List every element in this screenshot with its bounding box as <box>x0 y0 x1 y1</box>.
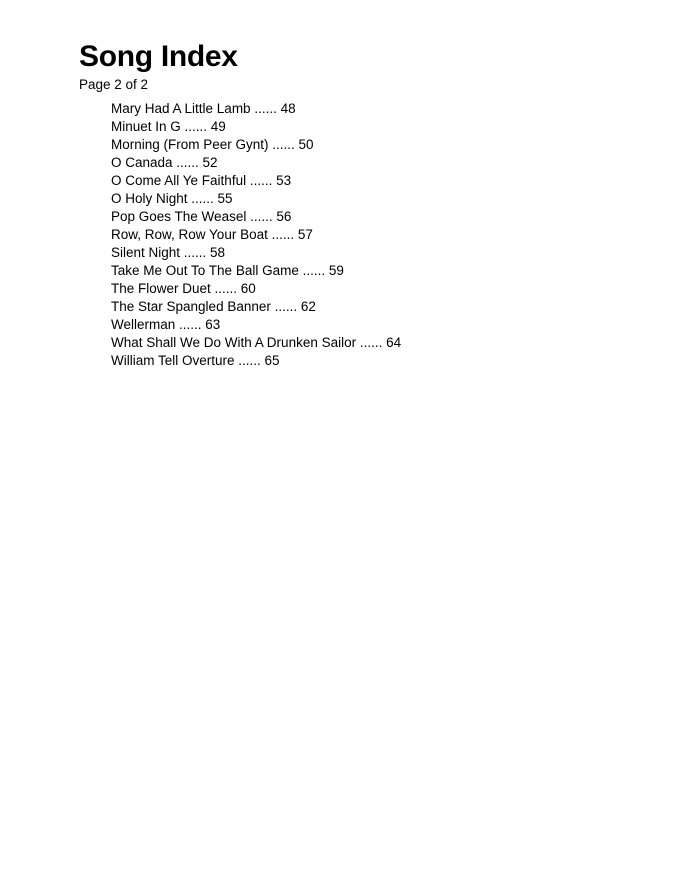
song-index-entry: Mary Had A Little Lamb ...... 48 <box>111 101 296 116</box>
song-index-entry: O Canada ...... 52 <box>111 155 218 170</box>
song-index-entry: O Holy Night ...... 55 <box>111 191 233 206</box>
song-index-entry: Take Me Out To The Ball Game ...... 59 <box>111 263 344 278</box>
song-index-entry: What Shall We Do With A Drunken Sailor ...... 64 <box>111 335 402 350</box>
song-index-entry: Morning (From Peer Gynt) ...... 50 <box>111 137 314 152</box>
song-index-entry: Wellerman ...... 63 <box>111 317 221 332</box>
song-index-entry: The Flower Duet ...... 60 <box>111 281 256 296</box>
song-index-list <box>111 100 401 370</box>
song-index-entry: Silent Night ...... 58 <box>111 245 226 260</box>
song-index-entry: The Star Spangled Banner ...... 62 <box>111 299 316 314</box>
song-index-entry: Minuet In G ...... 49 <box>111 119 226 134</box>
song-index-entry: Pop Goes The Weasel ...... 56 <box>111 209 292 224</box>
song-index-entry: O Come All Ye Faithful ...... 53 <box>111 173 292 188</box>
page-number-label: Page 2 of 2 <box>79 77 149 92</box>
song-index-entry: William Tell Overture ...... 65 <box>111 353 280 368</box>
song-index-entry: Row, Row, Row Your Boat ...... 57 <box>111 227 313 242</box>
page-title: Song Index <box>79 40 238 73</box>
